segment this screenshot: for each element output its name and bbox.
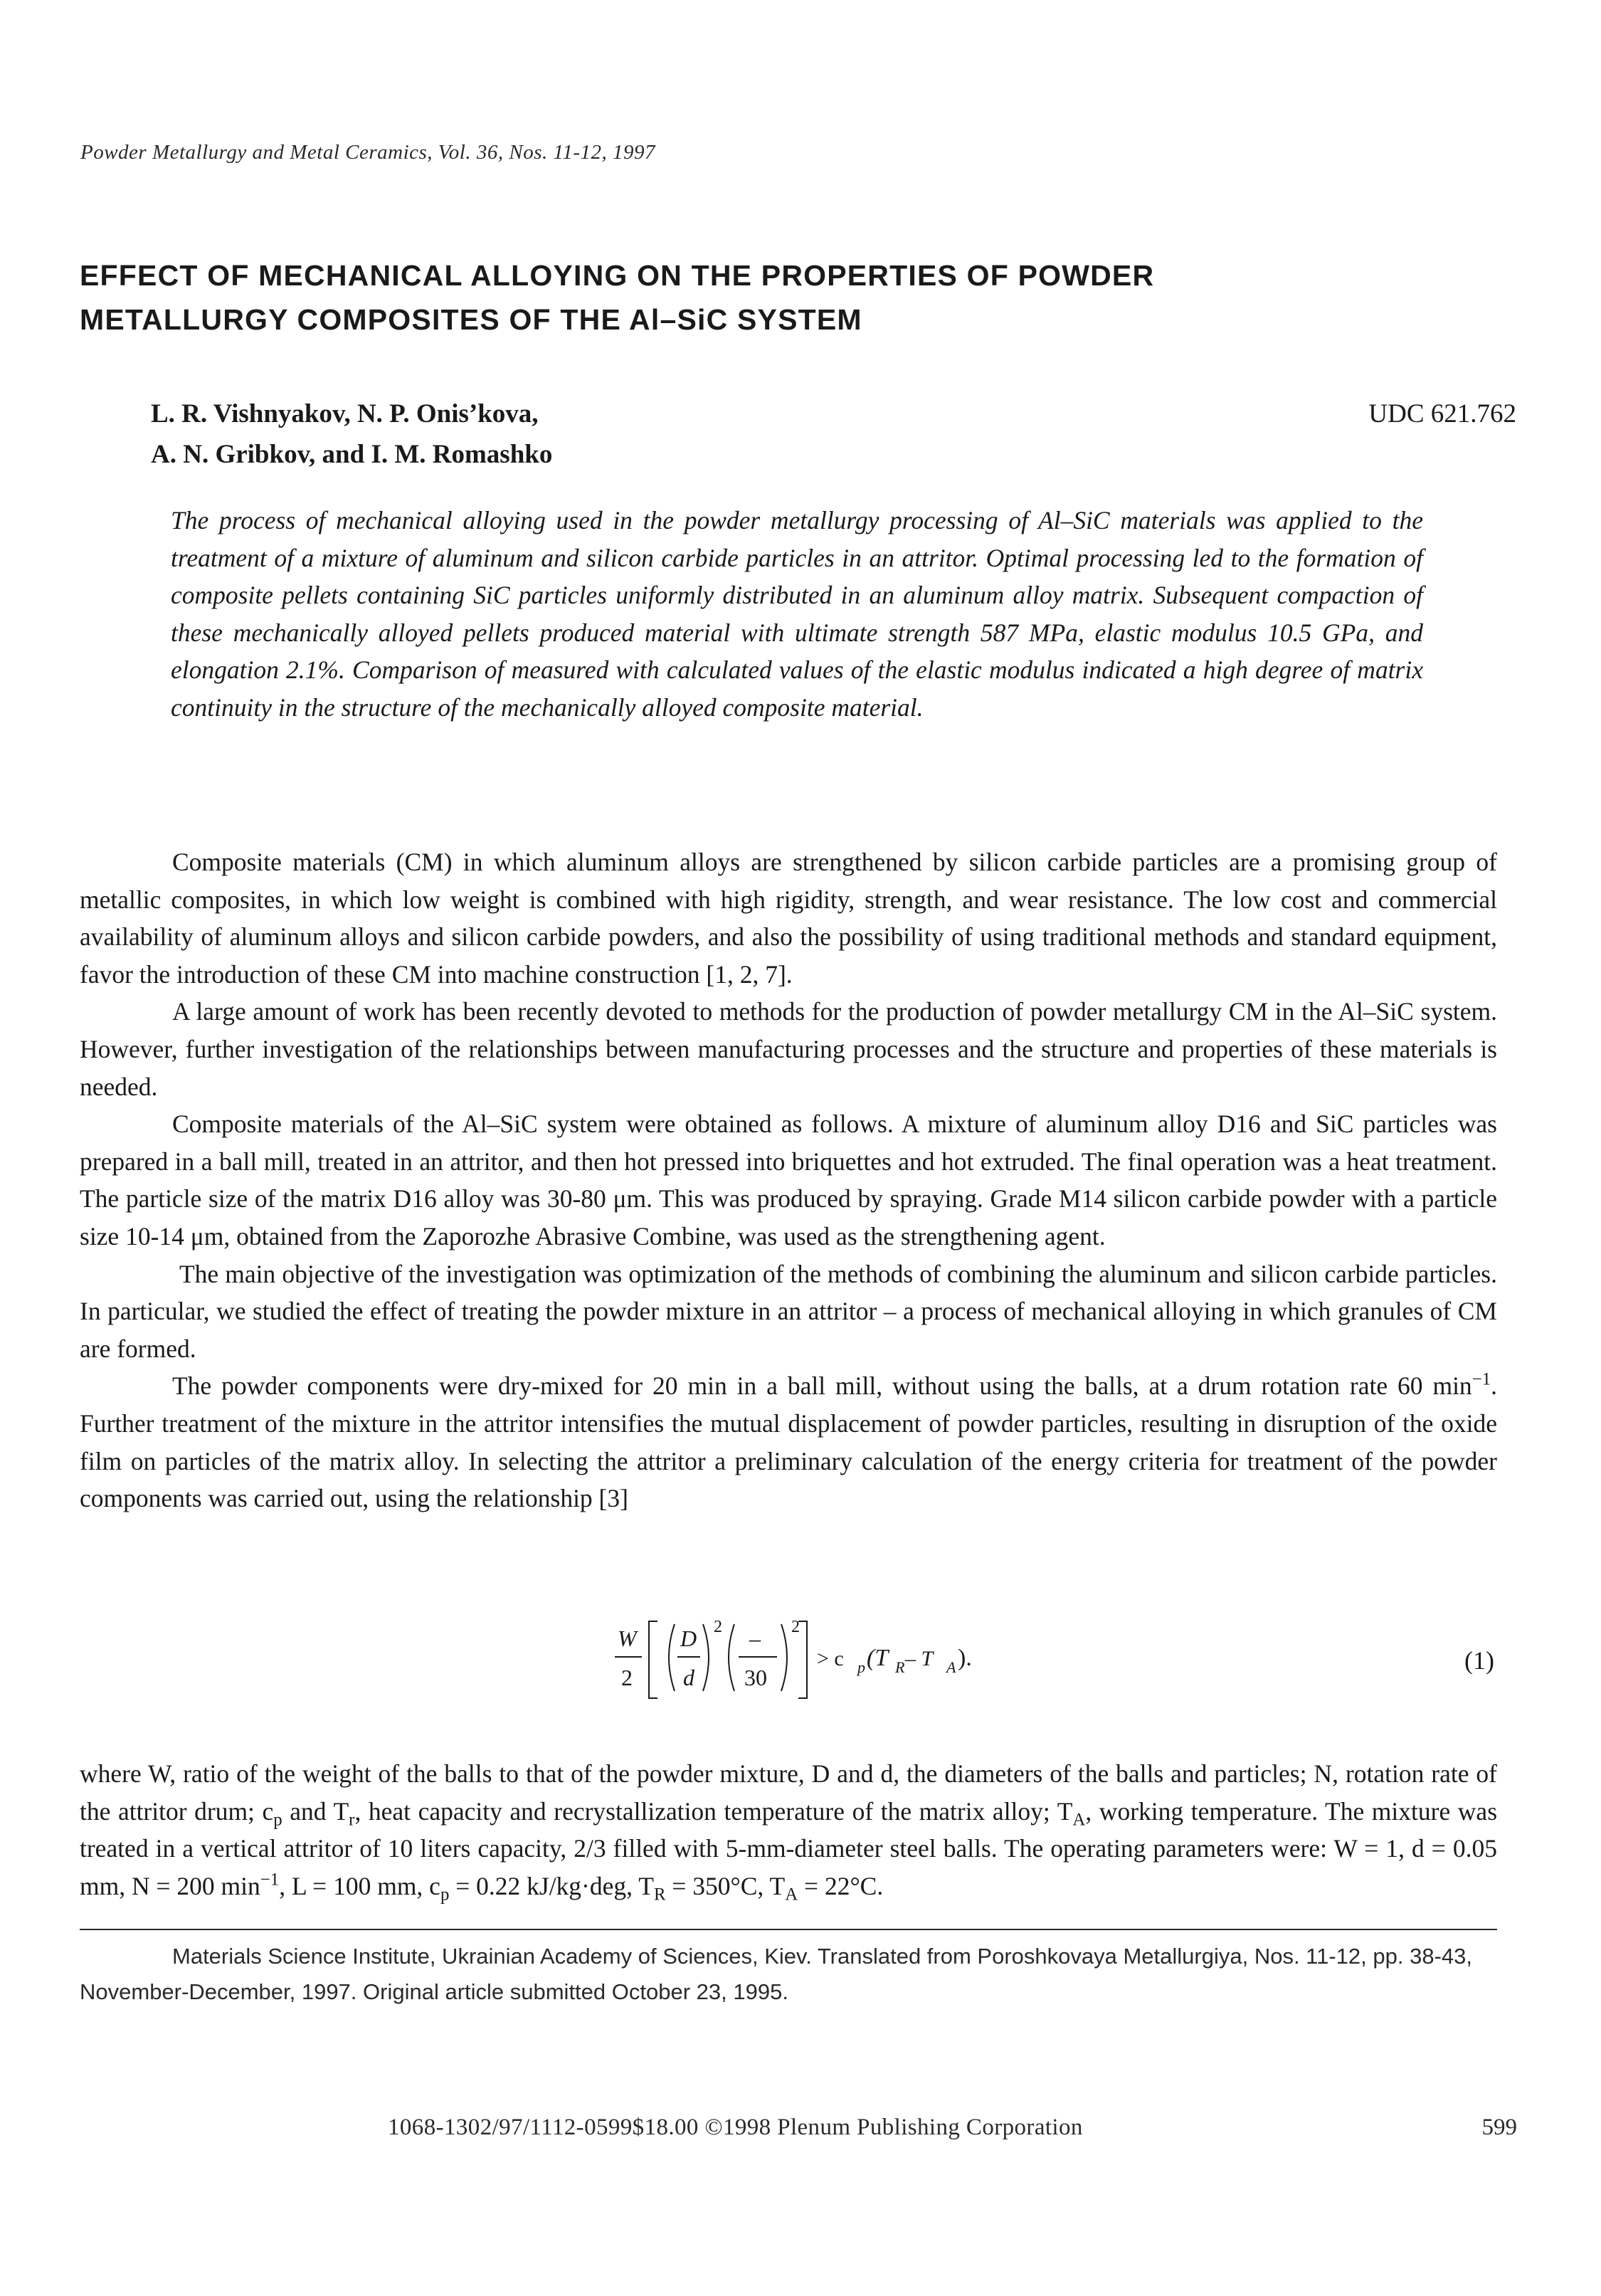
- body-text: [80, 843, 1497, 1517]
- where-sub-5: R: [653, 1884, 666, 1904]
- eq-sub-A: A: [946, 1658, 956, 1676]
- equation-number: (1): [1464, 1646, 1494, 1675]
- equation-graphic: [612, 1614, 1181, 1707]
- title-line-2: METALLURGY COMPOSITES OF THE Al–SiC SYSTEM: [80, 303, 862, 336]
- authors-line-1: L. R. Vishnyakov, N. P. Onis’kova,: [151, 399, 539, 428]
- author-list: [151, 394, 552, 475]
- eq-sub-p: p: [857, 1658, 865, 1676]
- eq-dash: –: [749, 1626, 761, 1651]
- eq-two: 2: [621, 1665, 633, 1690]
- eq-left-bracket: [649, 1621, 657, 1698]
- page-number: 599: [1481, 2115, 1517, 2140]
- eq-W: W: [618, 1626, 637, 1651]
- equation-1: [612, 1614, 1494, 1707]
- article-title: [80, 253, 1496, 342]
- eq-D: D: [680, 1626, 697, 1651]
- paragraph-5-text-b: . Further treatment of the mixture in the attritor intensifies the mutual displacement of powder particles, resulting in disruption of the oxide film on particles of the matrix alloy. In selecting the attritor a preliminary calculation of the energy criteria for treatment of the powder components was carried out, using the relationship [3]: [80, 1371, 1497, 1513]
- eq-d: d: [683, 1665, 694, 1690]
- where-sub-6: A: [785, 1884, 798, 1904]
- eq-minus-T: – T: [905, 1647, 934, 1670]
- eq-exponent-1: 2: [714, 1618, 722, 1636]
- where-text-2: and T: [282, 1796, 349, 1826]
- eq-rhs-start: > c: [817, 1647, 844, 1670]
- eq-thirty: 30: [744, 1665, 767, 1690]
- footnote-divider: [80, 1929, 1497, 1930]
- eq-paren-open-1: [669, 1624, 675, 1691]
- where-text-3: , heat capacity and recrystallization temperature of the matrix alloy; T: [354, 1796, 1073, 1826]
- where-sup-1: −1: [260, 1869, 280, 1889]
- title-line-1: EFFECT OF MECHANICAL ALLOYING ON THE PROPERTIES OF POWDER: [80, 259, 1155, 292]
- copyright-line: 1068-1302/97/1112-0599$18.00 ©1998 Plenum Publishing Corporation: [388, 2115, 1083, 2140]
- where-text-4: , working temperature. The mixture was treated in a vertical attritor of 10 liters capacity, 2/3 filled with 5-mm-diameter steel balls. The operating parameters were: W = 1, d = 0.05 mm, N = 200 min: [80, 1796, 1498, 1900]
- paragraph-2: A large amount of work has been recently devoted to methods for the production of powder metallurgy CM in the Al–SiC system. However, further investigation of the relationships between manufacturing processes and the structure and properties of these materials is needed.: [80, 997, 1497, 1101]
- abstract: The process of mechanical alloying used in the powder metallurgy processing of Al–SiC materials was applied to the treatment of a mixture of aluminum and silicon carbide particles in an attritor. Optimal processing led to the formation of composite pellets containing SiC particles uniformly distributed in an aluminum alloy matrix. Subsequent compaction of these mechanically alloyed pellets produced material with ultimate strength 587 MPa, elastic modulus 10.5 GPa, and elongation 2.1%. Comparison of measured with calculated values of the elastic modulus indicated a high degree of matrix continuity in the structure of the mechanically alloyed composite material.: [171, 506, 1423, 722]
- where-text-5: , L = 100 mm, c: [279, 1871, 440, 1900]
- journal-citation: Powder Metallurgy and Metal Ceramics, Vol. 36, Nos. 11-12, 1997: [80, 141, 655, 164]
- where-sub-3: A: [1072, 1809, 1086, 1829]
- where-text-7: = 350°C, T: [665, 1871, 786, 1900]
- paragraph-4: The main objective of the investigation was optimization of the methods of combining the aluminum and silicon carbide particles. In particular, we studied the effect of treating the powder mixture in an attritor – a process of mechanical alloying in which granules of CM are formed.: [80, 1259, 1497, 1363]
- udc-code: UDC 621.762: [1368, 399, 1516, 428]
- eq-paren-close-2: [781, 1624, 787, 1691]
- paragraph-1: Composite materials (CM) in which aluminum alloys are strengthened by silicon carbide particles are a promising group of metallic composites, in which low weight is combined with high rigidity, strength, and wear resistance. The low cost and commercial availability of aluminum alloys and silicon carbide powders, and also the possibility of using traditional methods and standard equipment, favor the introduction of these CM into machine construction [1, 2, 7].: [80, 848, 1497, 989]
- where-sub-2: r: [349, 1809, 355, 1829]
- eq-open-T: (T: [867, 1645, 889, 1671]
- footnote: Materials Science Institute, Ukrainian Academy of Sciences, Kiev. Translated from Poroshkovaya Metallurgiya, Nos. 11-12, pp. 38-43, November-December, 1997. Original article submitted October 23, 1995.: [80, 1944, 1473, 2004]
- where-sub-4: p: [440, 1884, 450, 1904]
- where-text-1: where W, ratio of the weight of the balls to that of the powder mixture, D and d, the diameters of the balls and particles; N, rotation rate of the attritor drum; c: [80, 1759, 1497, 1826]
- where-text-6: = 0.22 kJ/kg·deg, T: [449, 1871, 654, 1900]
- eq-paren-open-2: [729, 1624, 734, 1691]
- where-sub-1: p: [273, 1809, 282, 1829]
- eq-close: ).: [958, 1645, 972, 1671]
- paragraph-3: Composite materials of the Al–SiC system were obtained as follows. A mixture of aluminum alloy D16 and SiC particles was prepared in a ball mill, treated in an attritor, and then hot pressed into briquettes and hot extruded. The final operation was a heat treatment. The particle size of the matrix D16 alloy was 30-80 μm. This was produced by spraying. Grade M14 silicon carbide powder with a particle size 10-14 μm, obtained from the Zaporozhe Abrasive Combine, was used as the strengthening agent.: [80, 1110, 1497, 1250]
- eq-paren-close-1: [703, 1624, 709, 1691]
- paragraph-5: [80, 1367, 1497, 1517]
- paragraph-5-superscript: −1: [1471, 1369, 1491, 1389]
- eq-exponent-2: 2: [791, 1618, 800, 1636]
- variable-definitions: [80, 1755, 1497, 1905]
- where-text-8: = 22°C.: [798, 1871, 884, 1900]
- authors-line-2: A. N. Gribkov, and I. M. Romashko: [151, 440, 553, 469]
- paragraph-5-text-a: The powder components were dry-mixed for 20 min in a ball mill, without using the balls, at a drum rotation rate 60 min: [172, 1371, 1472, 1401]
- eq-sub-R: R: [895, 1658, 905, 1676]
